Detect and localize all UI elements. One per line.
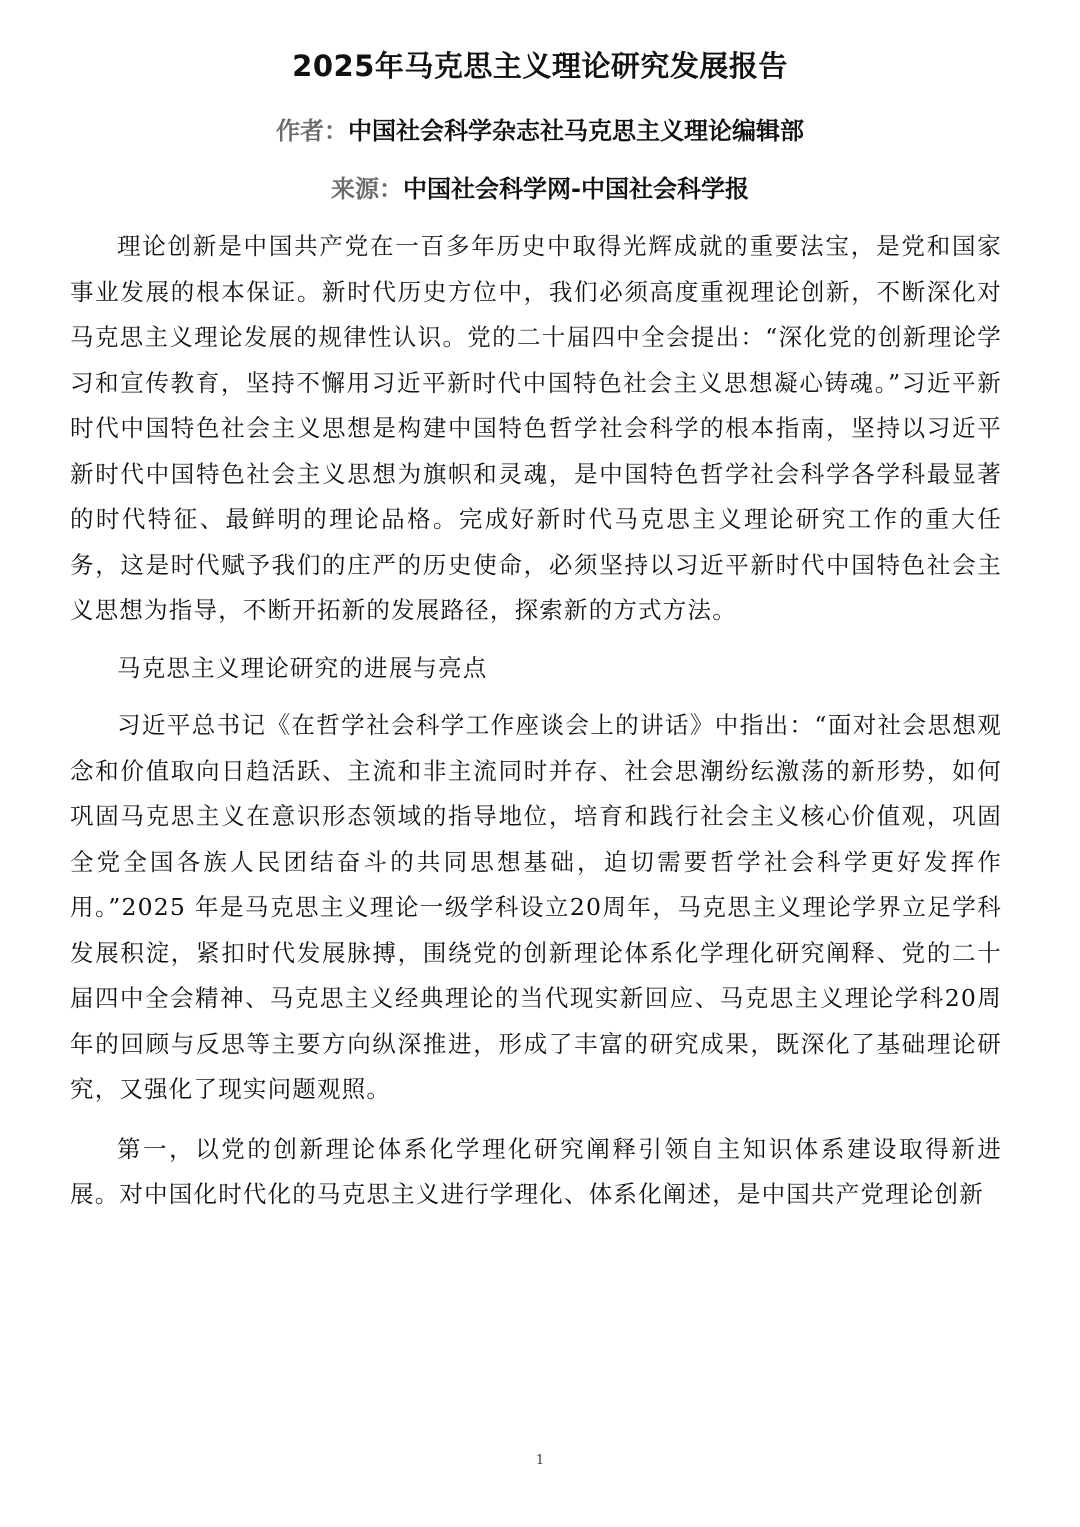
source-name: 中国社会科学网-中国社会科学报: [403, 175, 749, 203]
source-label: 来源：: [331, 175, 404, 203]
page-number: 1: [535, 1453, 545, 1468]
author-name: 中国社会科学杂志社马克思主义理论编辑部: [348, 117, 804, 145]
section-heading: 马克思主义理论研究的进展与亮点: [117, 653, 488, 682]
paragraph-speech-quote: 习近平总书记《在哲学社会科学工作座谈会上的讲话》中指出：“面对社会思想观念和价值取向日趋活跃、主流和非主流同时并存、社会思潮纷纭激荡的新形势，如何巩固马克思主义在意识形态领域的指导地位，培育和践行社会主义核心价值观，巩固全党全国各族人民团结奋斗的共同思想基础，迫切需要哲学社会科学更好发挥作用。”2025 年是马克思主义理论一级学科设立20周年，马克思主义理论学界立足学科发展积淀，紧扣时代发展脉搏，围绕党的创新理论体系化学理化研究阐释、党的二十届四中全会精神、马克思主义经典理论的当代现实新回应、马克思主义理论学科20周年的回顾与反思等主要方向纵深推进，形成了丰富的研究成果，既深化了基础理论研究，又强化了现实问题观照。: [70, 711, 1002, 1103]
document-title: 2025年马克思主义理论研究发展报告: [292, 49, 788, 83]
paragraph-intro: 理论创新是中国共产党在一百多年历史中取得光辉成就的重要法宝，是党和国家事业发展的根本保证。新时代历史方位中，我们必须高度重视理论创新，不断深化对马克思主义理论发展的规律性认识。党的二十届四中全会提出：“深化党的创新理论学习和宣传教育，坚持不懈用习近平新时代中国特色社会主义思想凝心铸魂。”习近平新时代中国特色社会主义思想是构建中国特色哲学社会科学的根本指南，坚持以习近平新时代中国特色社会主义思想为旗帜和灵魂，是中国特色哲学社会科学各学科最显著的时代特征、最鲜明的理论品格。完成好新时代马克思主义理论研究工作的重大任务，这是时代赋予我们的庄严的历史使命，必须坚持以习近平新时代中国特色社会主义思想为指导，不断开拓新的发展路径，探索新的方式方法。: [70, 232, 1002, 624]
author-label: 作者：: [276, 117, 348, 145]
author-line: [0, 113, 1080, 149]
article-body: [70, 224, 1002, 1230]
paragraph-first-point: 第一，以党的创新理论体系化学理化研究阐释引领自主知识体系建设取得新进展。对中国化时代化的马克思主义进行学理化、体系化阐述，是中国共产党理论创新: [70, 1134, 1002, 1208]
source-line: [0, 171, 1080, 207]
